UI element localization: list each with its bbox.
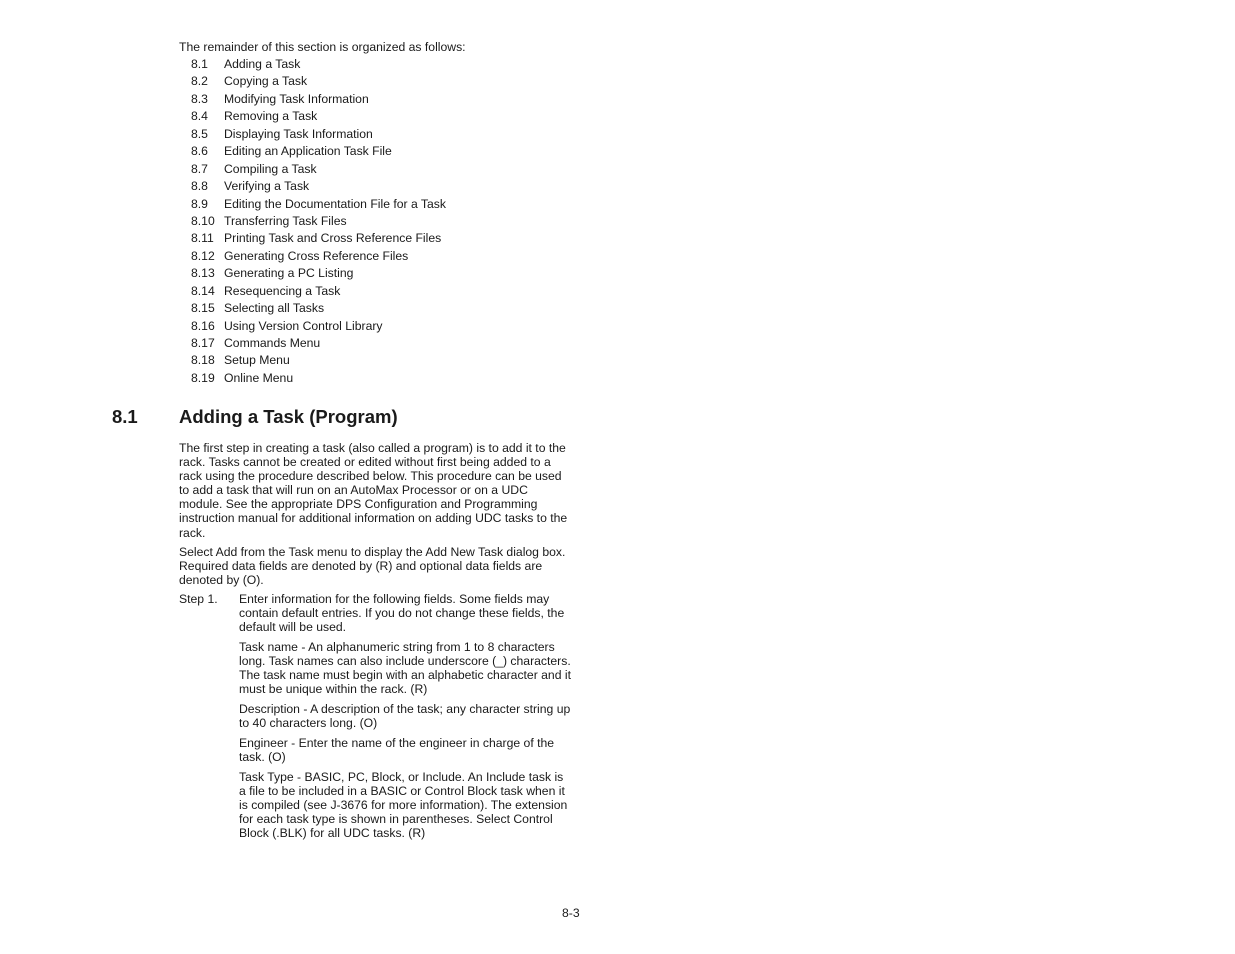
toc-item-title: Editing the Documentation File for a Task xyxy=(224,196,446,211)
toc-item-title: Removing a Task xyxy=(224,109,318,124)
step-body xyxy=(239,592,571,840)
toc-item-number: 8.13 xyxy=(191,266,215,281)
field-description: Task Type - BASIC, PC, Block, or Include. An Include task is a file to be included in a BASIC or Control Block task when it is compiled (see J-3676 for more information). The extension for each task type is shown in parentheses. Select Control Block (.BLK) for all UDC tasks. (R) xyxy=(239,769,568,841)
field-description: Engineer - Enter the name of the engineer in charge of the task. (O) xyxy=(239,735,555,764)
toc-item-number: 8.6 xyxy=(191,144,208,159)
section-number: 8.1 xyxy=(112,406,138,427)
toc-item-title: Displaying Task Information xyxy=(224,126,373,141)
toc-item-number: 8.19 xyxy=(191,370,215,385)
toc-item-title: Online Menu xyxy=(224,370,294,385)
toc-item-number: 8.7 xyxy=(191,161,208,176)
toc-item-number: 8.1 xyxy=(191,57,208,71)
toc-item-number: 8.9 xyxy=(191,196,208,211)
toc-item-title: Setup Menu xyxy=(224,353,290,368)
step-label: Step 1. xyxy=(179,591,218,606)
toc-item-number: 8.3 xyxy=(191,91,208,106)
page-number: 8-3 xyxy=(562,906,580,920)
toc-item-title: Compiling a Task xyxy=(224,161,317,176)
toc-item-title: Commands Menu xyxy=(224,336,321,350)
toc-item-number: 8.18 xyxy=(191,353,215,368)
toc-item xyxy=(191,336,446,353)
toc-item-number: 8.14 xyxy=(191,283,215,298)
toc-item-number: 8.16 xyxy=(191,318,215,333)
toc-item-number: 8.17 xyxy=(191,336,215,350)
toc-item-number: 8.8 xyxy=(191,179,208,194)
toc-item xyxy=(191,353,446,370)
toc-item-title: Adding a Task xyxy=(224,57,301,71)
toc-item-number: 8.5 xyxy=(191,126,208,141)
toc-item-number: 8.11 xyxy=(191,231,214,246)
toc-item xyxy=(191,92,446,109)
toc-item xyxy=(191,144,446,161)
field-description: Description - A description of the task; any character string up to 40 characters long. (O) xyxy=(239,701,571,731)
toc-item-title: Resequencing a Task xyxy=(224,283,341,298)
toc-item-title: Selecting all Tasks xyxy=(224,301,325,316)
toc-item-title: Verifying a Task xyxy=(224,179,310,194)
toc-item-number: 8.4 xyxy=(191,109,208,124)
section-contents-list xyxy=(191,57,446,388)
toc-item-number: 8.15 xyxy=(191,301,215,316)
toc-item xyxy=(191,74,446,91)
toc-item xyxy=(191,284,446,301)
section-body xyxy=(179,441,571,846)
toc-item xyxy=(191,266,446,283)
body-paragraph: The first step in creating a task (also called a program) is to add it to the rack. Tasks cannot be created or edited without first being added to a rack using the procedure described below. This procedure can be used to add a task that will run on an AutoMax Processor or on a UDC module. See the appropriate DPS Configuration and Programming instruction manual for additional information on adding UDC tasks to the rack. xyxy=(179,441,568,540)
toc-item xyxy=(191,319,446,336)
toc-item-number: 8.2 xyxy=(191,74,208,89)
toc-item xyxy=(191,249,446,266)
toc-item-title: Generating a PC Listing xyxy=(224,266,354,281)
toc-item xyxy=(191,57,446,74)
toc-item xyxy=(191,214,446,231)
toc-item-title: Copying a Task xyxy=(224,74,308,89)
toc-item xyxy=(191,231,446,248)
toc-item-title: Editing an Application Task File xyxy=(224,144,392,159)
toc-item-title: Printing Task and Cross Reference Files xyxy=(224,231,442,246)
intro-text: The remainder of this section is organized as follows: xyxy=(179,40,466,54)
toc-item-number: 8.12 xyxy=(191,248,215,263)
toc-item-title: Using Version Control Library xyxy=(224,318,383,333)
toc-item xyxy=(191,371,446,388)
section-heading xyxy=(112,406,398,428)
toc-item xyxy=(191,197,446,214)
step-intro: Enter information for the following fields. Some fields may contain default entries. If you do not change these fields, the default will be used. xyxy=(239,591,565,635)
field-description: Task name - An alphanumeric string from 1 to 8 characters long. Task names can also include underscore (_) characters. The task name must begin with an alphabetic character and it must be unique within the rack. (R) xyxy=(239,639,571,697)
toc-item-number: 8.10 xyxy=(191,213,215,228)
toc-item xyxy=(191,301,446,318)
body-paragraph: Select Add from the Task menu to display the Add New Task dialog box. Required data fields are denoted by (R) and optional data fields are denoted by (O). xyxy=(179,544,566,587)
section-title: Adding a Task (Program) xyxy=(179,406,398,427)
toc-item-title: Modifying Task Information xyxy=(224,91,369,106)
toc-item-title: Transferring Task Files xyxy=(224,213,347,228)
toc-item xyxy=(191,127,446,144)
toc-item-title: Generating Cross Reference Files xyxy=(224,248,409,263)
procedure-step xyxy=(179,592,571,840)
toc-item xyxy=(191,162,446,179)
toc-item xyxy=(191,109,446,126)
toc-item xyxy=(191,179,446,196)
